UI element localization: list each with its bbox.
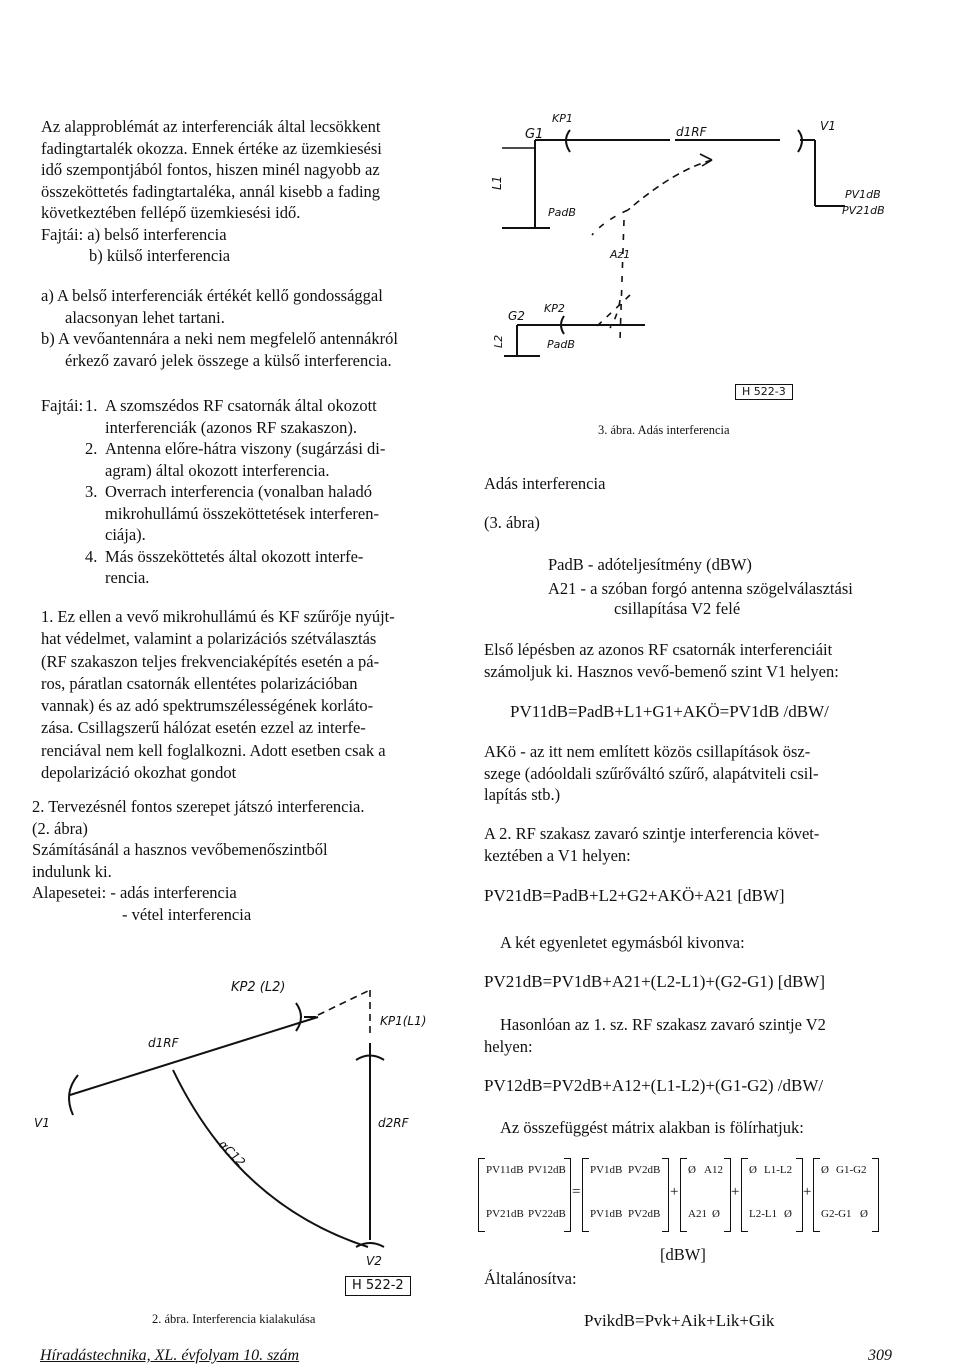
page-number: 309 bbox=[868, 1347, 892, 1364]
l2-label: L2 bbox=[492, 334, 505, 348]
step1-paragraph: Első lépésben az azonos RF csatornák interferenciáit számoljuk ki. Hasznos vevő-bemenő szint V1 helyen: bbox=[484, 640, 839, 681]
figure-2-diagram bbox=[28, 965, 458, 1265]
dbw-unit: [dBW] bbox=[660, 1245, 706, 1264]
equation-5: PvikdB=Pvk+Aik+Lik+Gik bbox=[584, 1311, 775, 1330]
pv1db-label: PV1dB bbox=[845, 188, 881, 201]
l1-label: L1 bbox=[490, 175, 504, 190]
v1-label: V1 bbox=[820, 119, 836, 133]
list-item: 4. Más összeköttetés által okozott interfe- rencia. bbox=[85, 546, 364, 587]
kp2-label: KP2 (L2) bbox=[231, 980, 286, 995]
padb2-label: PadB bbox=[547, 338, 575, 351]
paragraph-2: 2. Tervezésnél fontos szerepet játszó interferencia. (2. ábra) Számításánál a hasznos vevőbemenőszintből indulunk ki. Alapesetei: - adás interferencia - vétel interferencia bbox=[32, 797, 365, 924]
figure-3-diagram bbox=[480, 100, 920, 400]
section-heading: Adás interferencia bbox=[484, 474, 606, 493]
section-heading-ref: (3. ábra) bbox=[484, 513, 540, 532]
similar-paragraph: Hasonlóan az 1. sz. RF szakasz zavaró szintje V2 helyen: bbox=[484, 1015, 826, 1056]
d1rf-label: d1RF bbox=[148, 1036, 179, 1050]
kp2-label: KP2 bbox=[544, 302, 565, 315]
intro-paragraph: Az alapproblémát az interferenciák által lecsökkent fadingtartalék okozza. Ennek értéke az üzemkiesési idő szempontjából fontos, hiszen minél nagyobb az összeköttetés fadingtartaléka, annál kisebb a fading következtében fellépő üzemkiesési idő. Fajtái: a) belső interferencia b) külső interferencia bbox=[41, 117, 382, 265]
figure-2-caption: 2. ábra. Interferencia kialakulása bbox=[152, 1312, 316, 1326]
general-label: Általánosítva: bbox=[484, 1269, 577, 1288]
def-a21-cont: csillapítása V2 felé bbox=[614, 599, 741, 618]
figure-3-code-box: H 522-3 bbox=[735, 384, 793, 400]
rf2-paragraph: A 2. RF szakasz zavaró szintje interferencia követ- keztében a V1 helyen: bbox=[484, 824, 820, 865]
list-item: 1. A szomszédos RF csatornák által okozott interferenciák (azonos RF szakaszon). bbox=[85, 396, 377, 437]
d2rf-label: d2RF bbox=[378, 1116, 409, 1130]
padb1-label: PadB bbox=[548, 206, 576, 219]
journal-footer: Híradástechnika, XL. évfolyam 10. szám bbox=[40, 1347, 300, 1364]
g2-label: G2 bbox=[508, 309, 525, 323]
kp1-label: KP1 bbox=[552, 112, 573, 125]
kp1-label: KP1(L1) bbox=[380, 1014, 427, 1028]
v1-label: V1 bbox=[34, 1116, 50, 1130]
equation-2: PV21dB=PadB+L2+G2+AKÖ+A21 [dBW] bbox=[484, 886, 785, 905]
def-a21: A21 - a szóban forgó antenna szögelválasztási bbox=[548, 579, 853, 598]
az1-label: Az1 bbox=[610, 248, 631, 261]
types-label: Fajtái: bbox=[41, 396, 84, 415]
pv21db-label: PV21dB bbox=[842, 204, 885, 217]
equation-3: PV21dB=PV1dB+A21+(L2-L1)+(G2-G1) [dBW] bbox=[484, 972, 826, 991]
d1rf-label: d1RF bbox=[676, 125, 707, 139]
paragraph-1: 1. Ez ellen a vevő mikrohullámú és KF szűrője nyújt- hat védelmet, valamint a polarizációs szétválasztás (RF szakaszon teljes frekvenciaképítés esetén a pá- ros, páratlan csatornák ellentétes polarizációban vannak) és az adó spektrumszélességének korláto- zása. Csillagszerű hálózat esetén ezzel az interfe- renciával nem kell foglalkozni. Adott esetben csak a depolarizáció okozhat gondot bbox=[41, 607, 395, 783]
figure-3-caption: 3. ábra. Adás interferencia bbox=[598, 423, 730, 437]
list-item: 2. Antenna előre-hátra viszony (sugárzási di- agram) által okozott interferencia. bbox=[85, 439, 386, 480]
ako-definition: AKö - az itt nem említett közös csillapítások ösz- szege (adóoldali szűrőváltó szűrő, alapátviteli csil- lapítás stb.) bbox=[484, 742, 819, 804]
equation-4: PV12dB=PV2dB+A12+(L1-L2)+(G1-G2) /dBW/ bbox=[484, 1076, 824, 1095]
list-item: 3. Overrach interferencia (vonalban haladó mikrohullámú összeköttetések interferen- ciája). bbox=[85, 482, 379, 544]
def-padb: PadB - adóteljesítmény (dBW) bbox=[548, 555, 752, 574]
v2-label: V2 bbox=[366, 1254, 382, 1265]
g1-label: G1 bbox=[525, 127, 544, 142]
internal-external-definitions: a) A belső interferenciák értékét kellő gondossággal alacsonyan lehet tartani. b) A vevőantennára a neki nem megfelelő antennákról érkező zavaró jelek összege a külső interferencia. bbox=[41, 286, 398, 370]
alpha-label: αC12 bbox=[215, 1137, 249, 1170]
matrix-equation: PV11dB PV12dB PV21dB PV22dB = PV1dB PV2dB PV1dB PV2dB + Ø A12 A21 Ø + Ø L1-L2 L2-L1 Ø + Ø G1-G2 G2-G1 Ø bbox=[478, 1158, 918, 1238]
subtract-text: A két egyenletet egymásból kivonva: bbox=[500, 933, 745, 952]
figure-2-code-box: H 522-2 bbox=[345, 1276, 411, 1296]
matrix-intro: Az összefüggést mátrix alakban is fölírhatjuk: bbox=[500, 1118, 804, 1137]
equation-1: PV11dB=PadB+L1+G1+AKÖ=PV1dB /dBW/ bbox=[510, 702, 829, 721]
